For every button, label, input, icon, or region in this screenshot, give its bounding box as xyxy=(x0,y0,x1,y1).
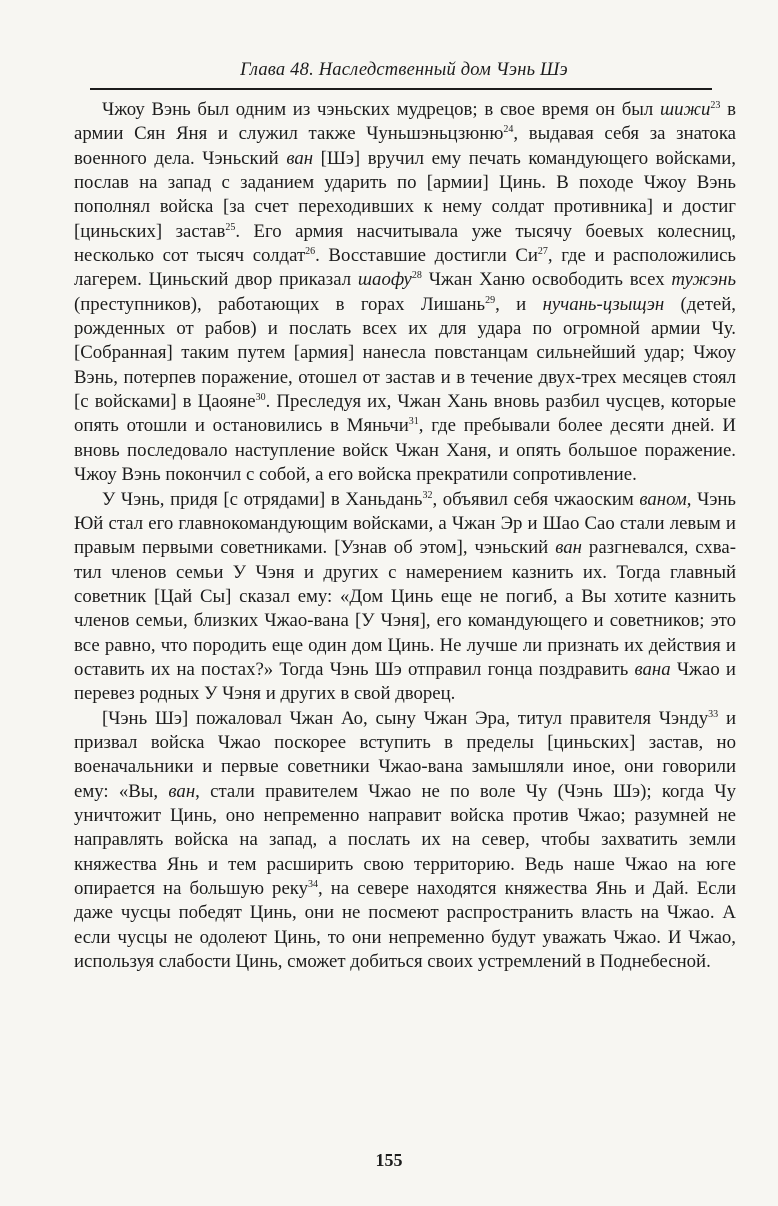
paragraph-1 xyxy=(74,98,736,488)
paragraph-3 xyxy=(74,707,736,975)
footnote-ref: 24 xyxy=(503,124,514,136)
text-run: в армии Сян Яня и служил также Чуньшэньцзюню xyxy=(74,99,736,145)
text-run: , где пребывали более десяти дней. И вновь последовало наступление войск Чжан Ханя, и опять большое поражение. Чжоу Вэнь покончил с собой, а его войска прекратили сопротивление. xyxy=(74,415,736,486)
text-run: [Шэ] вручил ему печать командующего войсками, послав на запад с заданием ударить по [армии] Цинь. В походе Чжоу Вэнь пополнял войска [за счет переходивших к нему солдат противника] и достиг [циньских] застав xyxy=(74,147,736,242)
footnote-ref: 25 xyxy=(225,221,236,233)
text-run: , где и расположились лагерем. Циньский двор приказал xyxy=(74,245,736,291)
text-run: Чжан Ханю освободить всех xyxy=(421,269,672,291)
text-run: и призвал войска Чжао поскорее вступить в пределы [циньских] застав, но военачальники и первые советники Чжао-вана замышляли иное, они говорили ему: «Вы, xyxy=(74,707,737,802)
running-header: Глава 48. Наследственный дом Чэнь Шэ xyxy=(240,60,568,80)
text-run: разгневался, схватил членов семьи У Чэня и других с намерением казнить их. Тогда главный советник [Цай Сы] сказал ему: «Дом Цинь еще не погиб, а Вы хотите казнить членов семьи, близких Чжао-вана [У Чэня], его командующего и советников; это все равно, что породить еще один дом Цинь. Не лучше ли признать их действия и оставить их на постах?» Тогда Чэнь Шэ отправил гонца поздравить xyxy=(74,537,737,680)
text-run: (преступников), работающих в горах Лишань xyxy=(74,293,486,315)
text-run: [Чэнь Шэ] пожаловал Чжан Ао, сыну Чжан Эра, титул правителя Чэнду xyxy=(102,707,709,729)
text-run: , и xyxy=(495,293,543,315)
text-run: , стали правителем Чжао не по воле Чу (Чэнь Шэ); когда Чу уничтожит Цинь, оно непременно направит войска против Чжао; разумней не направлять войска на запад, а послать их на север, чтобы захватить земли княжества Янь и тем расширить свою территорию. Ведь наше Чжао на юге опирается на большую реку xyxy=(74,780,736,899)
footnote-ref: 28 xyxy=(411,270,422,282)
italic-term: нучань-цзыщэн xyxy=(542,293,665,315)
header-rule xyxy=(90,88,712,90)
text-run: . Восставшие достигли Си xyxy=(315,245,538,267)
text-run: У Чэнь, придя [с отрядами] в Ханьдань xyxy=(102,488,423,510)
text-run: , объявил себя чжаоским xyxy=(432,488,640,510)
text-run: Чжоу Вэнь был одним из чэньских мудрецов; в свое время он был xyxy=(102,99,660,120)
footnote-ref: 34 xyxy=(308,879,319,890)
footnote-ref: 30 xyxy=(255,392,266,404)
footnote-ref: 23 xyxy=(710,100,721,111)
text-run: (детей, рожденных от рабов) и послать всех их для удара по огромной армии Чу. [Собранная] таким путем [армия] нанесла повстанцам сильнейший удар; Чжоу Вэнь, потерпев поражение, отошел от застав и в течение двух-трех месяцев стоял [с войсками] в Цаояне xyxy=(74,293,736,413)
italic-term: ваном xyxy=(639,488,687,510)
text-run: , на севере находятся княжества Янь и Дай. Если даже чусцы победят Цинь, они не посмеют распространить власть на Чжао. А если чусцы не одолеют Цинь, то они непременно будут уважать Чжао. И Чжао, используя слабости Цинь, сможет добиться своих устремлений в Поднебесной. xyxy=(74,878,736,973)
italic-term: вана xyxy=(634,658,671,680)
footnote-ref: 31 xyxy=(408,416,419,428)
italic-term: ван xyxy=(555,537,582,559)
footnote-ref: 32 xyxy=(422,489,433,501)
body-text xyxy=(74,98,736,974)
text-run: , выдавая себя за знатока военного дела. Чэньский xyxy=(74,123,736,169)
italic-term: шижи xyxy=(659,99,711,120)
text-run: . Преследуя их, Чжан Хань вновь разбил чусцев, которые опять отошли и остановились в Мяньчи xyxy=(74,391,736,437)
footnote-ref: 29 xyxy=(485,294,496,306)
italic-term: тужэнь xyxy=(671,269,736,291)
text-run: . Его армия насчитывала уже тысячу боевых колесниц, несколько сот тысяч солдат xyxy=(74,220,736,267)
footnote-ref: 27 xyxy=(537,246,548,258)
italic-term: ван xyxy=(168,780,196,802)
text-run: , Чэнь Юй стал его главнокомандующим войсками, а Чжан Эр и Шао Сао стали левым и правым первыми советниками. [Узнав об этом], чэньский xyxy=(74,488,736,559)
footnote-ref: 26 xyxy=(305,246,316,258)
italic-term: шаофу xyxy=(357,269,412,291)
page-number: 155 xyxy=(375,1150,403,1170)
text-run: Чжао и перевез родных У Чэня и других в свой дворец. xyxy=(74,658,736,705)
italic-term: ван xyxy=(286,147,314,169)
footnote-ref: 33 xyxy=(708,708,719,720)
paragraph-2 xyxy=(74,488,736,707)
